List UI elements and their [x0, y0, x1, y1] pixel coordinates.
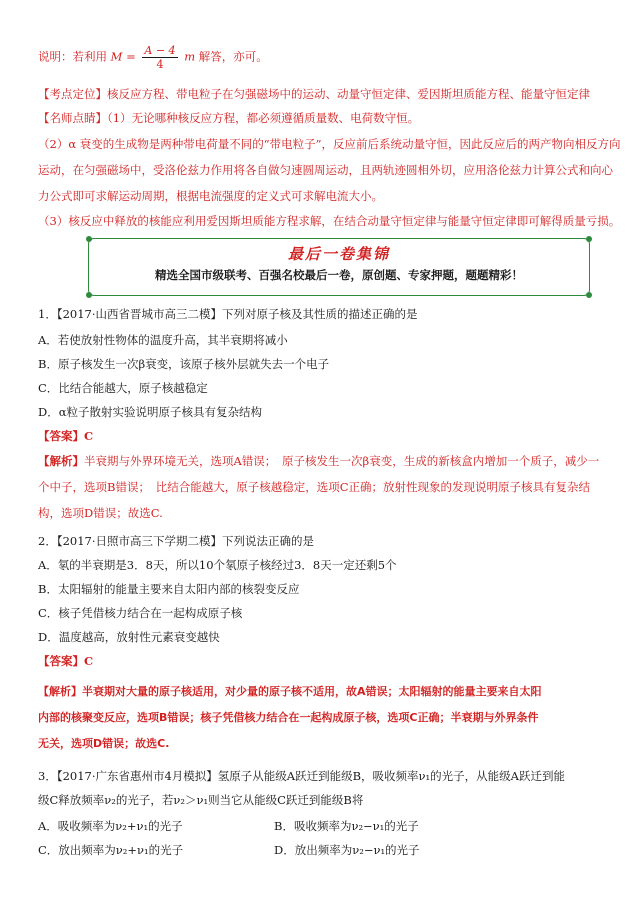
banner-corner-dot — [586, 292, 592, 298]
q3-stem-2: 级C释放频率ν₂的光子，若ν₂＞ν₁则当它从能级C跃迁到能级B将 — [38, 793, 364, 807]
q2-option-d: D．温度越高，放射性元素衰变越快 — [38, 630, 220, 644]
banner-corner-dot — [586, 236, 592, 242]
mingshi-text-1: （1）无论哪种核反应方程，都必须遵循质量数、电荷数守恒。 — [107, 111, 420, 125]
note-tail: 解答，亦可。 — [198, 49, 268, 64]
mingshi-line-1 — [38, 110, 616, 126]
q1-stem: 1．【2017·山西省晋城市高三二模】下列对原子核及其性质的描述正确的是 — [38, 307, 418, 321]
q1-exp-text-1: 半衰期与外界环境无关，选项A错误； 原子核发生一次β衰变，生成的新核盒内增加一个质子，减少一 — [84, 454, 600, 468]
q2-exp-text-1: 半衰期对大量的原子核适用，对少量的原子核不适用，故A错误；太阳辐射的能量主要来自太阳 — [82, 685, 542, 698]
q2-explanation-2: 内部的核聚变反应，选项B错误；核子凭借核力结合在一起构成原子核，选项C正确；半衰期与外界条件 — [38, 711, 539, 724]
q2-option-a: A．氡的半衰期是3．8天，所以10个氡原子核经过3．8天一定还剩5个 — [38, 558, 397, 572]
mingshi-tag: 【名师点睛】 — [38, 111, 107, 125]
q2-answer: 【答案】C — [38, 654, 94, 668]
banner-corner-dot — [86, 236, 92, 242]
mingshi-line-2: （2）α 衰变的生成物是两种带电荷量不同的“带电粒子”，反应前后系统动量守恒，因此反应后的两产物向相反方向 — [38, 137, 621, 151]
formula-lhs: M = — [110, 49, 136, 64]
formula-fraction — [142, 44, 177, 71]
q2-option-b: B．太阳辐射的能量主要来自太阳内部的核裂变反应 — [38, 582, 300, 596]
banner-subtitle: 精选全国市级联考、百强名校最后一卷，原创题、专家押题，题题精彩！ — [155, 268, 523, 282]
q1-exp-tag: 【解析】 — [38, 454, 84, 468]
q1-answer: 【答案】C — [38, 429, 94, 443]
q1-option-a: A．若使放射性物体的温度升高，其半衰期将减小 — [38, 333, 288, 347]
q2-option-c: C．核子凭借核力结合在一起构成原子核 — [38, 606, 243, 620]
q1-option-b: B．原子核发生一次β衰变，该原子核外层就失去一个电子 — [38, 357, 330, 371]
q1-explanation-1 — [38, 453, 616, 469]
kaodian-text: 核反应方程、带电粒子在匀强磁场中的运动、动量守恒定律、爱因斯坦质能方程、能量守恒定律 — [107, 87, 590, 101]
q3-stem-1: 3．【2017·广东省惠州市4月模拟】氢原子从能级A跃迁到能级B，吸收频率ν₁的光子，从能级A跃迁到能 — [38, 769, 565, 783]
banner-corner-dot — [86, 292, 92, 298]
q1-option-d: D．α粒子散射实验说明原子核具有复杂结构 — [38, 405, 262, 419]
q1-explanation-2: 个中子，选项B错误； 比结合能越大，原子核越稳定，选项C正确；放射性现象的发现说明原子核具有复杂结 — [38, 480, 590, 494]
fraction-numerator: A − 4 — [144, 44, 176, 57]
collection-banner — [88, 238, 590, 296]
q1-explanation-3: 构，选项D错误；故选C. — [38, 506, 163, 520]
fraction-denominator: 4 — [156, 58, 164, 71]
note-line — [38, 44, 616, 71]
q2-explanation-3: 无关，选项D错误；故选C. — [38, 737, 170, 750]
mingshi-line-4: 力公式即可求解运动周期，根据电流强度的定义式可求解电流大小。 — [38, 189, 383, 203]
q3-option-a: A．吸收频率为ν₂+ν₁的光子 — [38, 819, 183, 833]
q2-stem: 2．【2017·日照市高三下学期二模】下列说法正确的是 — [38, 534, 314, 548]
banner-title: 最后一卷集锦 — [287, 245, 390, 263]
mingshi-line-5: （3）核反应中释放的核能应利用爱因斯坦质能方程求解，在结合动量守恒定律与能量守恒定律即可解得质量亏损。 — [38, 214, 621, 228]
q2-explanation-1 — [38, 684, 616, 700]
q3-option-d: D．放出频率为ν₂−ν₁的光子 — [274, 843, 420, 857]
q3-option-c: C．放出频率为ν₂+ν₁的光子 — [38, 843, 184, 857]
formula-rhs: m — [184, 49, 196, 64]
q2-exp-tag: 【解析】 — [38, 685, 82, 698]
note-label: 说明：若利用 — [38, 49, 107, 64]
kaodian-tag: 【考点定位】 — [38, 87, 107, 101]
q3-option-b: B．吸收频率为ν₂−ν₁的光子 — [274, 819, 419, 833]
q1-option-c: C．比结合能越大，原子核越稳定 — [38, 381, 208, 395]
kaodian-line — [38, 86, 616, 102]
mingshi-line-3: 运动，在匀强磁场中，受洛伦兹力作用将各自做匀速圆周运动，且两轨迹圆相外切，应用洛伦兹力计算公式和向心 — [38, 163, 613, 177]
